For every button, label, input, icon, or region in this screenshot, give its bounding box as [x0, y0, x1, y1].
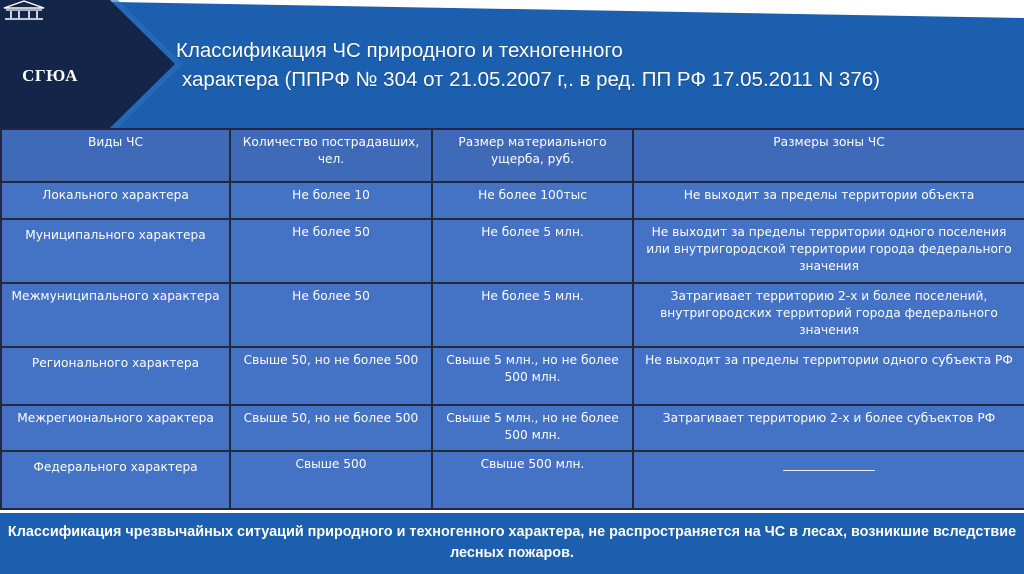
table-row [1, 283, 1024, 347]
table-cell: Не более 5 млн. [432, 219, 633, 283]
table-cell: Не выходит за пределы территории одного поселения или внутригородской территории города федерального значения [633, 219, 1024, 283]
table-cell: Не более 5 млн. [432, 283, 633, 347]
table-cell: Не более 50 [230, 219, 432, 283]
page-title [176, 36, 1006, 94]
table-cell: Свыше 50, но не более 500 [230, 347, 432, 405]
table-cell: Свыше 5 млн., но не более 500 млн. [432, 405, 633, 451]
table-cell: Федерального характера [1, 451, 230, 509]
header-cell: Количество пострадавших, чел. [230, 129, 432, 182]
table-row [1, 347, 1024, 405]
header-cell: Размеры зоны ЧС [633, 129, 1024, 182]
table-cell: Муниципального характера [1, 219, 230, 283]
table-cell: Не более 10 [230, 182, 432, 219]
university-building-icon [0, 0, 48, 20]
header-cell: Виды ЧС [1, 129, 230, 182]
classification-table [0, 128, 1024, 510]
table-cell: Межрегионального характера [1, 405, 230, 451]
table-cell: Затрагивает территорию 2-х и более субъектов РФ [633, 405, 1024, 451]
table-row [1, 219, 1024, 283]
table-cell: Свыше 500 млн. [432, 451, 633, 509]
table-row [1, 182, 1024, 219]
title-line-1: Классификация ЧС природного и техногенного [176, 39, 623, 62]
header-banner [0, 0, 1024, 128]
table-cell: Свыше 5 млн., но не более 500 млн. [432, 347, 633, 405]
table-header-row [1, 129, 1024, 182]
table-cell: _______________ [633, 451, 1024, 509]
logo-text: СГЮА [22, 66, 78, 85]
table-cell: Свыше 50, но не более 500 [230, 405, 432, 451]
table-cell: Не выходит за пределы территории одного субъекта РФ [633, 347, 1024, 405]
header-cell: Размер материального ущерба, руб. [432, 129, 633, 182]
table-cell: Регионального характера [1, 347, 230, 405]
footer-note: Классификация чрезвычайных ситуаций природного и техногенного характера, не распространяется на ЧС в лесах, возникшие вследствие лесных пожаров. [0, 513, 1024, 574]
table-row [1, 405, 1024, 451]
title-line-2: характера (ППРФ № 304 от 21.05.2007 г,. в ред. ПП РФ 17.05.2011 N 376) [182, 68, 880, 91]
table-cell: Свыше 500 [230, 451, 432, 509]
table-row [1, 451, 1024, 509]
table-cell: Затрагивает территорию 2-х и более поселений, внутригородских территорий города федерального значения [633, 283, 1024, 347]
table-cell: Не выходит за пределы территории объекта [633, 182, 1024, 219]
table-cell: Локального характера [1, 182, 230, 219]
table-cell: Не более 100тыс [432, 182, 633, 219]
classification-table-wrapper [0, 128, 1024, 510]
table-cell: Межмуниципального характера [1, 283, 230, 347]
table-cell: Не более 50 [230, 283, 432, 347]
